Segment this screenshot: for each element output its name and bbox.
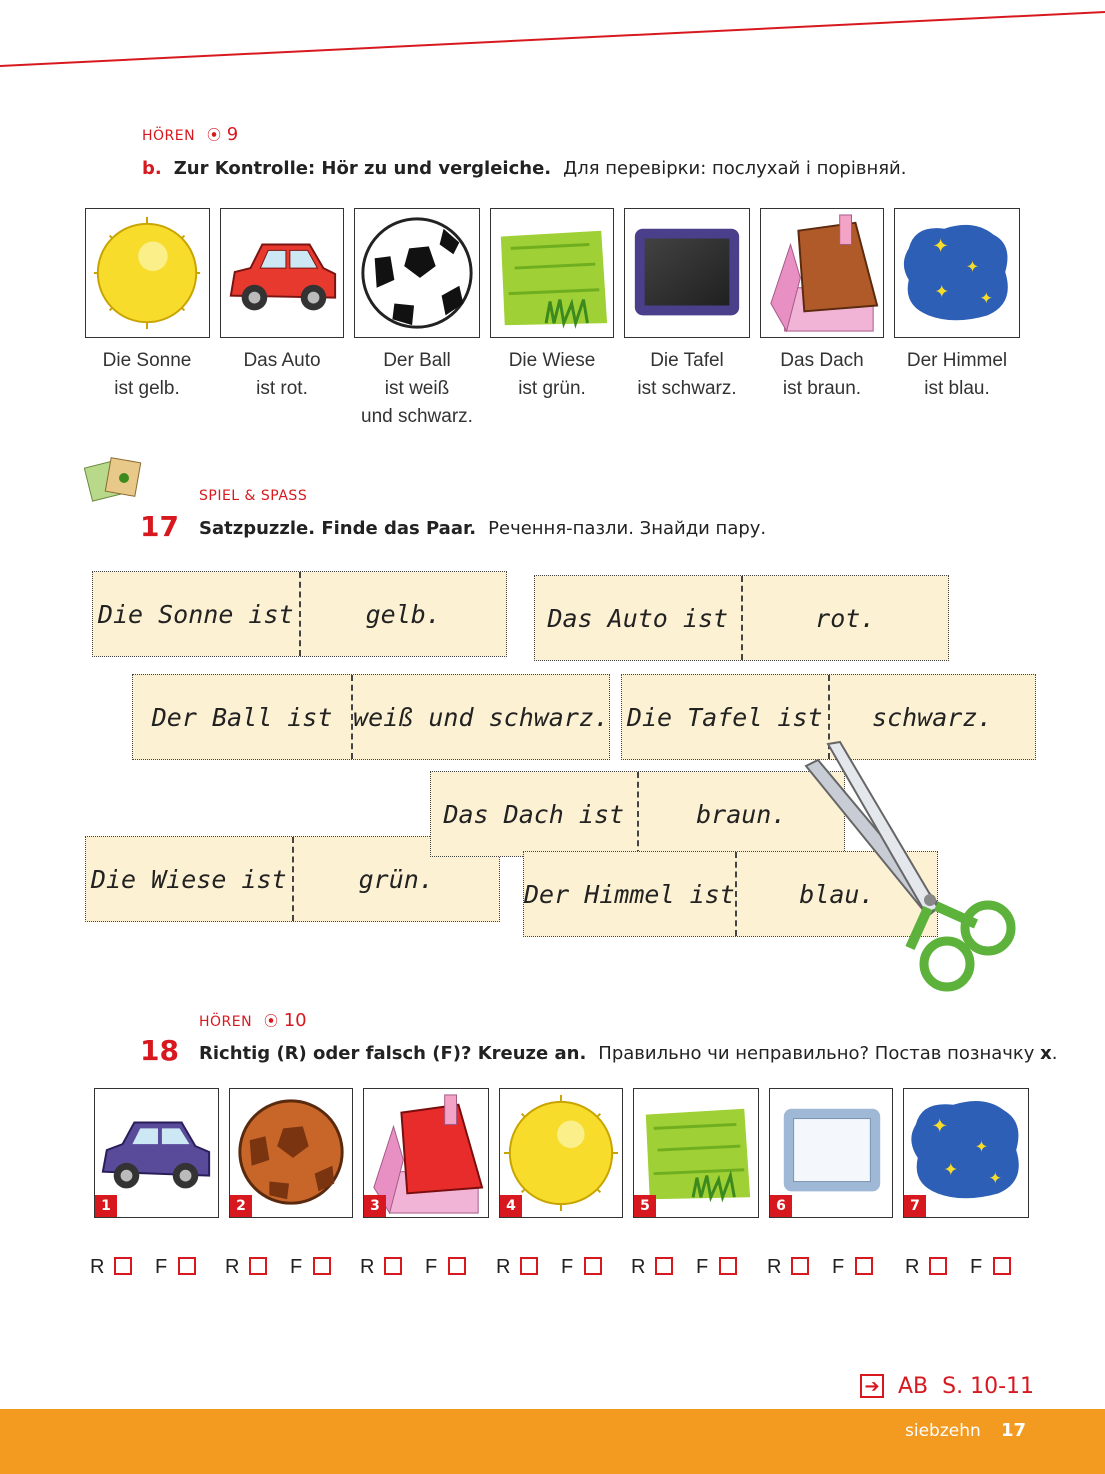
task-b-title (142, 158, 906, 179)
footer-bar (0, 1409, 1105, 1474)
mark-x: x (1040, 1043, 1052, 1064)
r-checkbox-2[interactable] (249, 1257, 267, 1275)
task-title-de: Zur Kontrolle: Hör zu und vergleiche. (173, 158, 552, 179)
puzzle-card-sonne[interactable] (92, 571, 507, 657)
skill-label-spiel: SPIEL & SPASS (199, 488, 308, 504)
puzzle-part-left[interactable]: Die Tafel ist (626, 702, 823, 732)
item-number-badge: 1 (95, 1195, 117, 1217)
caption-roof: Das Dach ist braun. (780, 350, 864, 399)
item-number-badge: 5 (634, 1195, 656, 1217)
audio-track[interactable] (207, 124, 238, 145)
picture-meadow (490, 208, 614, 338)
item-picture-1 (94, 1088, 219, 1218)
caption-sun: Die Sonne ist gelb. (102, 350, 192, 399)
top-red-line (0, 0, 1105, 80)
puzzle-part-left[interactable]: Die Sonne ist (97, 599, 294, 629)
roof-icon (761, 209, 883, 337)
meadow-icon (491, 209, 613, 337)
f-checkbox-2[interactable] (313, 1257, 331, 1275)
picture-board (624, 208, 750, 338)
title-end: . (1051, 1043, 1058, 1064)
caption-car: Das Auto ist rot. (243, 350, 321, 399)
puzzle-part-right[interactable]: braun. (637, 772, 845, 856)
picture-car (220, 208, 344, 338)
puzzle-part-left[interactable]: Der Himmel ist (524, 879, 735, 909)
task-18-title-de: Richtig (R) oder falsch (F)? Kreuze an. (199, 1043, 587, 1064)
page-number: 17 (1001, 1420, 1027, 1441)
audio-track-18[interactable] (264, 1010, 307, 1031)
svg-text:✦: ✦ (931, 1114, 949, 1138)
caption-meadow: Die Wiese ist grün. (508, 350, 596, 399)
car-icon (221, 209, 343, 337)
r-label: R (631, 1256, 646, 1278)
board-icon (625, 209, 749, 337)
f-checkbox-5[interactable] (719, 1257, 737, 1275)
puzzle-part-left[interactable]: Das Auto ist (547, 603, 729, 633)
workbook-reference-text: AB S. 10-11 (898, 1373, 1035, 1399)
task-title-ua: Для перевірки: послухай і порівняй. (563, 158, 907, 179)
picture-ball (354, 208, 480, 338)
r-checkbox-3[interactable] (384, 1257, 402, 1275)
svg-text:✦: ✦ (965, 257, 980, 277)
svg-text:✦: ✦ (943, 1160, 959, 1181)
r-label: R (225, 1256, 240, 1278)
task-18-title-ua: Правильно чи неправильно? Постав позначку (598, 1043, 1035, 1064)
r-label: R (496, 1256, 511, 1278)
f-label: F (290, 1256, 303, 1278)
caption-ball: Der Ball ist weiß und schwarz. (361, 350, 473, 427)
task-17-title-de: Satzpuzzle. Finde das Paar. (199, 518, 477, 539)
skill-label-hoeren: HÖREN (142, 128, 196, 144)
item-number-badge: 2 (230, 1195, 252, 1217)
f-checkbox-3[interactable] (448, 1257, 466, 1275)
item-picture-6 (769, 1088, 893, 1218)
item-number-badge: 7 (904, 1195, 926, 1217)
task-letter: b. (142, 158, 162, 179)
task-18-title (199, 1043, 1058, 1064)
workbook-reference[interactable] (860, 1370, 1034, 1402)
r-checkbox-4[interactable] (520, 1257, 538, 1275)
r-checkbox-7[interactable] (929, 1257, 947, 1275)
r-checkbox-6[interactable] (791, 1257, 809, 1275)
audio-track-number: 9 (226, 124, 239, 145)
page-word: siebzehn (905, 1421, 981, 1441)
puzzle-part-right[interactable]: gelb. (299, 572, 507, 656)
task-18-number: 18 (140, 1034, 179, 1067)
f-checkbox-7[interactable] (993, 1257, 1011, 1275)
r-checkbox-5[interactable] (655, 1257, 673, 1275)
item-number-badge: 6 (770, 1195, 792, 1217)
task-17-title (199, 518, 766, 539)
puzzle-part-right[interactable]: schwarz. (828, 675, 1036, 759)
game-cards-icon (84, 456, 148, 502)
svg-text:✦: ✦ (974, 1137, 989, 1157)
f-checkbox-4[interactable] (584, 1257, 602, 1275)
sun-icon (86, 209, 209, 337)
item-picture-4 (499, 1088, 623, 1218)
play-icon: ⦿ (264, 1014, 278, 1030)
item-picture-7 (903, 1088, 1029, 1218)
puzzle-card-auto[interactable] (534, 575, 949, 661)
item-picture-5 (633, 1088, 759, 1218)
play-icon: ⦿ (207, 128, 221, 144)
puzzle-part-right[interactable]: rot. (741, 576, 949, 660)
picture-sky (894, 208, 1020, 338)
puzzle-part-right[interactable]: grün. (292, 837, 500, 921)
scissors-icon (800, 738, 1030, 998)
item-picture-3 (363, 1088, 489, 1218)
item-picture-2 (229, 1088, 353, 1218)
f-label: F (561, 1256, 574, 1278)
f-label: F (696, 1256, 709, 1278)
f-label: F (970, 1256, 983, 1278)
arrow-right-icon: ➔ (860, 1374, 884, 1398)
skill-label-hoeren-18: HÖREN (199, 1014, 253, 1030)
r-label: R (767, 1256, 782, 1278)
r-checkbox-1[interactable] (114, 1257, 132, 1275)
svg-text:✦: ✦ (932, 234, 949, 258)
task-17-number: 17 (140, 510, 179, 543)
f-label: F (425, 1256, 438, 1278)
svg-text:✦: ✦ (988, 1168, 1002, 1188)
sky-icon (895, 209, 1019, 337)
item-number-badge: 4 (500, 1195, 522, 1217)
audio-track-number: 10 (283, 1010, 307, 1031)
r-label: R (90, 1256, 105, 1278)
item-number-badge: 3 (364, 1195, 386, 1217)
caption-board: Die Tafel ist schwarz. (637, 350, 737, 399)
caption-sky: Der Himmel ist blau. (906, 350, 1008, 399)
picture-roof (760, 208, 884, 338)
f-label: F (832, 1256, 845, 1278)
ball-icon (355, 209, 479, 337)
r-label: R (905, 1256, 920, 1278)
svg-text:✦: ✦ (934, 282, 950, 303)
f-checkbox-6[interactable] (855, 1257, 873, 1275)
f-label: F (155, 1256, 168, 1278)
puzzle-card-ball[interactable] (132, 674, 610, 760)
puzzle-part-left[interactable]: Der Ball ist (151, 702, 333, 732)
puzzle-part-right[interactable]: blau. (735, 852, 937, 936)
puzzle-part-left[interactable]: Die Wiese ist (90, 864, 287, 894)
puzzle-card-dach[interactable] (430, 771, 845, 857)
svg-text:✦: ✦ (979, 288, 993, 308)
task-17-title-ua: Речення-пазли. Знайди пару. (488, 518, 767, 539)
r-label: R (360, 1256, 375, 1278)
f-checkbox-1[interactable] (178, 1257, 196, 1275)
puzzle-part-right[interactable]: weiß und schwarz. (351, 675, 609, 759)
puzzle-part-left[interactable]: Das Dach ist (443, 799, 625, 829)
picture-sun (85, 208, 210, 338)
